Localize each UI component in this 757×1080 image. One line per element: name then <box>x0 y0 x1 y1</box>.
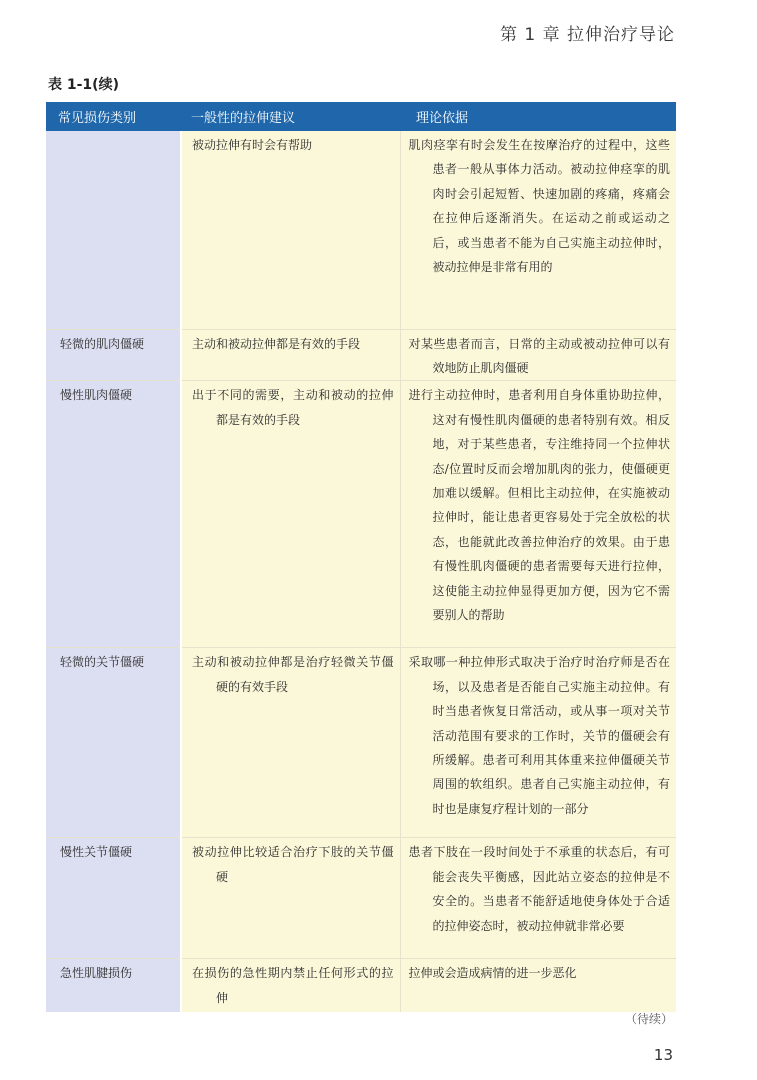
category-cell: 轻微的关节僵硬 <box>46 648 181 838</box>
table-row <box>46 381 676 648</box>
advice-cell: 在损伤的急性期内禁止任何形式的拉伸 <box>181 959 400 1012</box>
column-header-rationale: 理论依据 <box>400 102 676 131</box>
advice-cell: 出于不同的需要，主动和被动的拉伸都是有效的手段 <box>181 381 400 648</box>
category-cell: 急性肌腱损伤 <box>46 959 181 1012</box>
table-row <box>46 648 676 838</box>
advice-cell: 主动和被动拉伸都是治疗轻微关节僵硬的有效手段 <box>181 648 400 838</box>
table-row <box>46 959 676 1012</box>
advice-cell: 主动和被动拉伸都是有效的手段 <box>181 329 400 381</box>
rationale-cell: 肌肉痉挛有时会发生在按摩治疗的过程中，这些患者一般从事体力活动。被动拉伸痉挛的肌肉时会引起短暂、快速加剧的疼痛，疼痛会在拉伸后逐渐消失。在运动之前或运动之后，或当患者不能为自己实施主动拉伸时，被动拉伸是非常有用的 <box>400 131 676 329</box>
rationale-cell: 对某些患者而言，日常的主动或被动拉伸可以有效地防止肌肉僵硬 <box>400 329 676 381</box>
rationale-cell: 拉伸或会造成病情的进一步恶化 <box>400 959 676 1012</box>
rationale-cell: 患者下肢在一段时间处于不承重的状态后，有可能会丧失平衡感，因此站立姿态的拉伸是不安全的。当患者不能舒适地使身体处于合适的拉伸姿态时，被动拉伸就非常必要 <box>400 838 676 959</box>
category-cell: 慢性肌肉僵硬 <box>46 381 181 648</box>
chapter-header: 第 1 章 拉伸治疗导论 <box>499 25 675 45</box>
table-row <box>46 329 676 381</box>
category-cell: 轻微的肌肉僵硬 <box>46 329 181 381</box>
stretch-advice-table <box>46 102 676 1012</box>
category-cell: 慢性关节僵硬 <box>46 838 181 959</box>
page-number: 13 <box>653 1046 673 1064</box>
advice-cell: 被动拉伸有时会有帮助 <box>181 131 400 329</box>
rationale-cell: 采取哪一种拉伸形式取决于治疗时治疗师是否在场，以及患者是否能自己实施主动拉伸。有时当患者恢复日常活动，或从事一项对关节活动范围有要求的工作时，关节的僵硬会有所缓解。患者可利用其体重来拉伸僵硬关节周围的软组织。患者自己实施主动拉伸，有时也是康复疗程计划的一部分 <box>400 648 676 838</box>
table-header-row <box>46 102 676 131</box>
column-header-advice: 一般性的拉伸建议 <box>181 102 400 131</box>
table-row <box>46 131 676 329</box>
category-cell <box>46 131 181 329</box>
table-row <box>46 838 676 959</box>
advice-cell: 被动拉伸比较适合治疗下肢的关节僵硬 <box>181 838 400 959</box>
continued-note: （待续） <box>624 1012 673 1026</box>
rationale-cell: 进行主动拉伸时，患者利用自身体重协助拉伸，这对有慢性肌肉僵硬的患者特别有效。相反地，对于某些患者，专注维持同一个拉伸状态/位置时反而会增加肌肉的张力，使僵硬更加难以缓解。但相比主动拉伸，在实施被动拉伸时，能让患者更容易处于完全放松的状态，也能就此改善拉伸治疗的效果。由于患有慢性肌肉僵硬的患者需要每天进行拉伸，这使能主动拉伸显得更加方便，因为它不需要别人的帮助 <box>400 381 676 648</box>
column-header-category: 常见损伤类别 <box>46 102 181 131</box>
table-caption: 表 1-1(续) <box>48 77 119 93</box>
